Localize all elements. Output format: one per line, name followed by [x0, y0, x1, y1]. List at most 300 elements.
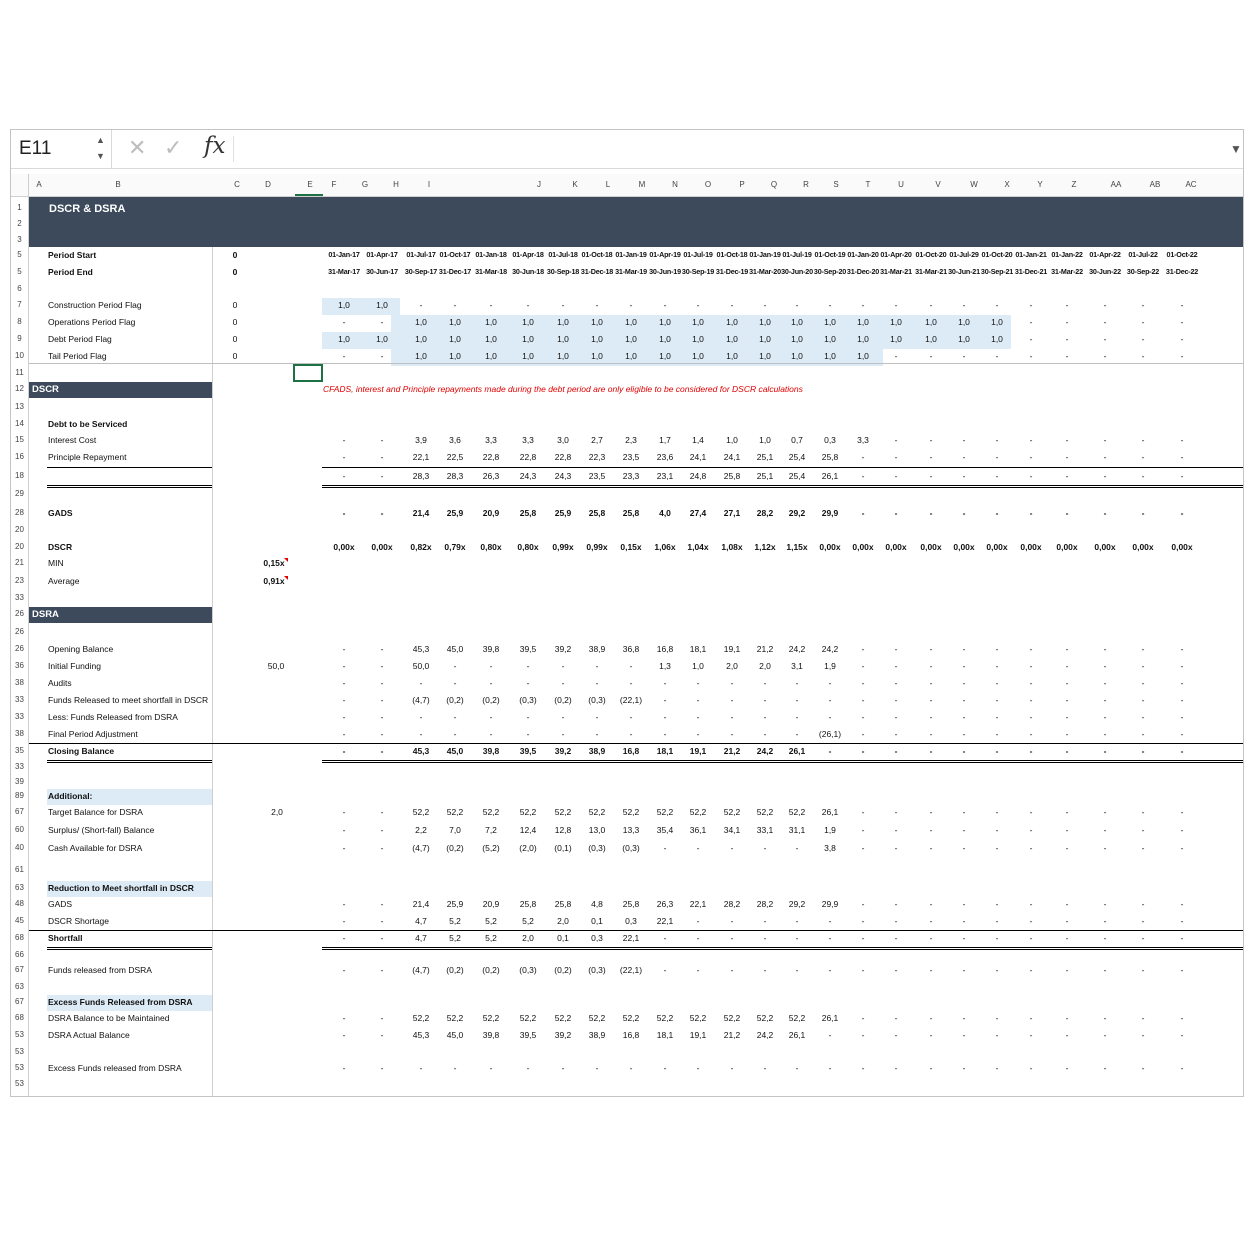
target-balance-cell[interactable]: 52,2: [788, 807, 806, 817]
funds-released-shortfall-cell[interactable]: -: [1180, 695, 1184, 705]
funds-released-dsra-cell[interactable]: -: [763, 965, 767, 975]
opening-balance-cell[interactable]: 19,1: [723, 644, 741, 654]
flag-cell[interactable]: -: [1029, 300, 1033, 310]
dsra-maintained-cell[interactable]: 52,2: [622, 1013, 640, 1023]
dsra-actual-cell[interactable]: -: [962, 1030, 966, 1040]
less-funds-released-cell[interactable]: -: [1065, 712, 1069, 722]
gads-cell[interactable]: 25,9: [446, 508, 464, 518]
cash-available-cell[interactable]: -: [861, 843, 865, 853]
dsra-maintained-cell[interactable]: 26,1: [821, 1013, 839, 1023]
row-number[interactable]: 5: [17, 267, 22, 276]
flag-cell[interactable]: -: [894, 300, 898, 310]
initial-funding-cell[interactable]: -: [1180, 661, 1184, 671]
row-number[interactable]: 1: [17, 203, 22, 212]
shortfall-cell[interactable]: -: [342, 933, 346, 943]
target-balance-cell[interactable]: -: [1029, 807, 1033, 817]
final-period-adjustment-cell[interactable]: -: [526, 729, 530, 739]
interest-cost-cell[interactable]: -: [1029, 435, 1033, 445]
flag-cell[interactable]: 1,0: [824, 334, 836, 344]
interest-cost-cell[interactable]: 3,3: [522, 435, 534, 445]
final-period-adjustment-cell[interactable]: -: [1141, 729, 1145, 739]
excess-released-cell[interactable]: -: [380, 1063, 384, 1073]
surplus-cell[interactable]: 12,8: [554, 825, 572, 835]
audits-cell[interactable]: -: [561, 678, 565, 688]
gads-cell[interactable]: 25,8: [622, 508, 640, 518]
row-number[interactable]: 20: [15, 525, 24, 534]
funds-released-shortfall-cell[interactable]: -: [696, 695, 700, 705]
excess-released-cell[interactable]: -: [1180, 1063, 1184, 1073]
flag-cell[interactable]: 1,0: [857, 334, 869, 344]
shortfall-cell[interactable]: 22,1: [622, 933, 640, 943]
dscr-cell[interactable]: 1,08x: [721, 542, 743, 552]
period-end-cell[interactable]: 31-Mar-21: [915, 267, 947, 276]
dscr-cell[interactable]: 0,00x: [819, 542, 841, 552]
final-period-adjustment-cell[interactable]: -: [696, 729, 700, 739]
dscr-shortage-cell[interactable]: -: [828, 916, 832, 926]
funds-released-dsra-cell[interactable]: (0,2): [554, 965, 572, 975]
less-funds-released-cell[interactable]: -: [894, 712, 898, 722]
target-balance-d[interactable]: 2,0: [271, 807, 283, 817]
comment-indicator-icon[interactable]: [284, 558, 288, 562]
gads2-cell[interactable]: 26,3: [656, 899, 674, 909]
period-end-cell[interactable]: 31-Mar-21: [880, 267, 912, 276]
funds-released-dsra-cell[interactable]: (4,7): [412, 965, 430, 975]
dscr-cell[interactable]: 0,00x: [1171, 542, 1193, 552]
cash-available-cell[interactable]: -: [1029, 843, 1033, 853]
funds-released-shortfall-cell[interactable]: -: [861, 695, 865, 705]
audits-cell[interactable]: -: [696, 678, 700, 688]
dscr-cell[interactable]: 0,15x: [620, 542, 642, 552]
debt-total-cell[interactable]: -: [1103, 471, 1107, 481]
flag-cell[interactable]: -: [1103, 351, 1107, 361]
debt-total-cell[interactable]: -: [342, 471, 346, 481]
shortfall-cell[interactable]: 5,2: [485, 933, 497, 943]
dsra-maintained-cell[interactable]: -: [1180, 1013, 1184, 1023]
audits-cell[interactable]: -: [795, 678, 799, 688]
initial-funding-cell[interactable]: 2,0: [726, 661, 738, 671]
row-number[interactable]: 13: [15, 402, 24, 411]
row-number[interactable]: 63: [15, 982, 24, 991]
gads-cell[interactable]: 4,0: [659, 508, 671, 518]
audits-cell[interactable]: -: [730, 678, 734, 688]
dscr-cell[interactable]: 0,00x: [333, 542, 355, 552]
period-end-cell[interactable]: 31-Mar-17: [328, 267, 360, 276]
funds-released-dsra-cell[interactable]: -: [342, 965, 346, 975]
less-funds-released-cell[interactable]: -: [629, 712, 633, 722]
funds-released-shortfall-cell[interactable]: -: [929, 695, 933, 705]
funds-released-shortfall-cell[interactable]: (0,2): [446, 695, 464, 705]
funds-released-dsra-cell[interactable]: -: [1029, 965, 1033, 975]
dsra-actual-cell[interactable]: -: [380, 1030, 384, 1040]
funds-released-dsra-cell[interactable]: -: [1065, 965, 1069, 975]
period-end-cell[interactable]: 31-Dec-21: [1014, 267, 1048, 276]
debt-total-cell[interactable]: -: [861, 471, 865, 481]
target-balance-cell[interactable]: 52,2: [482, 807, 500, 817]
excess-released-cell[interactable]: -: [730, 1063, 734, 1073]
row-number[interactable]: 33: [15, 695, 24, 704]
dscr-cell[interactable]: 0,00x: [852, 542, 874, 552]
closing-balance-cell[interactable]: 18,1: [656, 746, 674, 756]
flag-cell[interactable]: -: [962, 351, 966, 361]
dsra-maintained-cell[interactable]: 52,2: [588, 1013, 606, 1023]
dsra-maintained-cell[interactable]: -: [995, 1013, 999, 1023]
dscr-cell[interactable]: 0,00x: [1132, 542, 1154, 552]
dsra-actual-cell[interactable]: -: [861, 1030, 865, 1040]
debt-total-cell[interactable]: 23,1: [656, 471, 674, 481]
audits-cell[interactable]: -: [595, 678, 599, 688]
flag-cell[interactable]: 1,0: [376, 334, 388, 344]
gads2-cell[interactable]: -: [962, 899, 966, 909]
dsra-actual-cell[interactable]: -: [929, 1030, 933, 1040]
initial-funding-cell[interactable]: 50,0: [412, 661, 430, 671]
row-number[interactable]: 18: [15, 471, 24, 480]
surplus-cell[interactable]: -: [380, 825, 384, 835]
audits-cell[interactable]: -: [1180, 678, 1184, 688]
opening-balance-cell[interactable]: -: [1065, 644, 1069, 654]
funds-released-shortfall-cell[interactable]: (4,7): [412, 695, 430, 705]
flag-cell[interactable]: -: [342, 351, 346, 361]
column-header-t[interactable]: T: [865, 180, 871, 189]
cash-available-cell[interactable]: -: [1141, 843, 1145, 853]
row-number[interactable]: 15: [15, 435, 24, 444]
gads-cell[interactable]: -: [962, 508, 966, 518]
flag-cell[interactable]: 1,0: [522, 351, 534, 361]
period-end-cell[interactable]: 30-Jun-20: [781, 267, 813, 276]
shortfall-cell[interactable]: -: [995, 933, 999, 943]
interest-cost-cell[interactable]: -: [995, 435, 999, 445]
enter-icon[interactable]: ✓: [164, 135, 183, 160]
flag-cell[interactable]: 1,0: [449, 334, 461, 344]
row-number[interactable]: 38: [15, 729, 24, 738]
surplus-cell[interactable]: 7,0: [449, 825, 461, 835]
gads2-cell[interactable]: -: [861, 899, 865, 909]
opening-balance-cell[interactable]: 16,8: [656, 644, 674, 654]
initial-funding-cell[interactable]: -: [861, 661, 865, 671]
gads-cell[interactable]: 27,4: [689, 508, 707, 518]
interest-cost-cell[interactable]: -: [894, 435, 898, 445]
excess-released-cell[interactable]: -: [795, 1063, 799, 1073]
closing-balance-cell[interactable]: 45,3: [412, 746, 430, 756]
name-box-up-icon[interactable]: ▲: [96, 135, 105, 145]
target-balance-cell[interactable]: -: [342, 807, 346, 817]
flag-cell[interactable]: -: [1029, 317, 1033, 327]
shortfall-cell[interactable]: 4,7: [415, 933, 427, 943]
period-end-cell[interactable]: 30-Jun-22: [1089, 267, 1121, 276]
column-header-e[interactable]: E: [307, 180, 313, 189]
initial-funding-cell[interactable]: 1,9: [824, 661, 836, 671]
row-number[interactable]: 2: [17, 219, 22, 228]
final-period-adjustment-cell[interactable]: -: [861, 729, 865, 739]
dscr-shortage-cell[interactable]: -: [1065, 916, 1069, 926]
opening-balance-cell[interactable]: -: [861, 644, 865, 654]
flag-cell[interactable]: -: [380, 351, 384, 361]
principle-repayment-cell[interactable]: 25,8: [821, 452, 839, 462]
principle-repayment-cell[interactable]: -: [380, 452, 384, 462]
row-number[interactable]: 6: [17, 284, 22, 293]
dsra-maintained-cell[interactable]: -: [1141, 1013, 1145, 1023]
initial-funding-cell[interactable]: -: [1103, 661, 1107, 671]
cash-available-cell[interactable]: -: [342, 843, 346, 853]
audits-cell[interactable]: -: [929, 678, 933, 688]
dsra-actual-cell[interactable]: -: [894, 1030, 898, 1040]
period-end-cell[interactable]: 31-Dec-19: [715, 267, 749, 276]
dsra-maintained-cell[interactable]: -: [1103, 1013, 1107, 1023]
flag-cell[interactable]: -: [1103, 300, 1107, 310]
final-period-adjustment-cell[interactable]: -: [730, 729, 734, 739]
principle-repayment-cell[interactable]: -: [1103, 452, 1107, 462]
opening-balance-cell[interactable]: 39,2: [554, 644, 572, 654]
gads2-cell[interactable]: 25,9: [446, 899, 464, 909]
cash-available-cell[interactable]: -: [929, 843, 933, 853]
column-header-b[interactable]: B: [115, 180, 121, 189]
closing-balance-cell[interactable]: -: [929, 746, 933, 756]
period-start-cell[interactable]: 01-Apr-20: [880, 250, 912, 259]
interest-cost-cell[interactable]: 3,6: [449, 435, 461, 445]
principle-repayment-cell[interactable]: -: [342, 452, 346, 462]
initial-funding-cell[interactable]: -: [1029, 661, 1033, 671]
surplus-cell[interactable]: -: [342, 825, 346, 835]
period-start-cell[interactable]: 01-Jan-19: [615, 250, 647, 259]
flag-cell[interactable]: -: [795, 300, 799, 310]
row-number[interactable]: 60: [15, 825, 24, 834]
principle-repayment-cell[interactable]: 22,5: [446, 452, 464, 462]
flag-cell[interactable]: -: [763, 300, 767, 310]
row-number[interactable]: 35: [15, 746, 24, 755]
column-header-j[interactable]: J: [537, 180, 541, 189]
column-header-d[interactable]: D: [265, 180, 271, 189]
period-end-cell[interactable]: 30-Sep-17: [404, 267, 438, 276]
gads2-cell[interactable]: -: [1065, 899, 1069, 909]
flag-cell[interactable]: -: [995, 300, 999, 310]
dsra-actual-cell[interactable]: -: [1103, 1030, 1107, 1040]
debt-total-cell[interactable]: -: [1065, 471, 1069, 481]
debt-total-cell[interactable]: 28,3: [412, 471, 430, 481]
column-header-l[interactable]: L: [605, 180, 611, 189]
initial-funding-cell[interactable]: -: [453, 661, 457, 671]
funds-released-shortfall-cell[interactable]: -: [1141, 695, 1145, 705]
gads-cell[interactable]: 25,9: [554, 508, 572, 518]
target-balance-cell[interactable]: -: [1065, 807, 1069, 817]
dscr-cell[interactable]: 1,04x: [687, 542, 709, 552]
excess-released-cell[interactable]: -: [995, 1063, 999, 1073]
surplus-cell[interactable]: -: [1065, 825, 1069, 835]
closing-balance-cell[interactable]: -: [894, 746, 898, 756]
shortfall-cell[interactable]: -: [1103, 933, 1107, 943]
dsra-maintained-cell[interactable]: 52,2: [756, 1013, 774, 1023]
principle-repayment-cell[interactable]: 25,1: [756, 452, 774, 462]
funds-released-dsra-cell[interactable]: (0,2): [482, 965, 500, 975]
column-header-z[interactable]: Z: [1071, 180, 1077, 189]
target-balance-cell[interactable]: 26,1: [821, 807, 839, 817]
dsra-maintained-cell[interactable]: 52,2: [656, 1013, 674, 1023]
dsra-actual-cell[interactable]: 24,2: [756, 1030, 774, 1040]
dscr-shortage-cell[interactable]: -: [342, 916, 346, 926]
row-number[interactable]: 9: [17, 334, 22, 343]
surplus-cell[interactable]: 2,2: [415, 825, 427, 835]
period-start-cell[interactable]: 01-Jul-19: [782, 250, 812, 259]
gads-cell[interactable]: -: [995, 508, 999, 518]
flag-cell[interactable]: -: [1141, 317, 1145, 327]
dscr-cell[interactable]: 0,00x: [953, 542, 975, 552]
flag-cell[interactable]: 1,0: [958, 334, 970, 344]
initial-funding-cell[interactable]: -: [894, 661, 898, 671]
debt-total-cell[interactable]: -: [995, 471, 999, 481]
row-number[interactable]: 29: [15, 489, 24, 498]
gads2-cell[interactable]: -: [894, 899, 898, 909]
gads-cell[interactable]: -: [380, 508, 384, 518]
row-number[interactable]: 26: [15, 644, 24, 653]
dscr-cell[interactable]: 0,00x: [1056, 542, 1078, 552]
principle-repayment-cell[interactable]: -: [1065, 452, 1069, 462]
target-balance-cell[interactable]: -: [962, 807, 966, 817]
shortfall-cell[interactable]: -: [730, 933, 734, 943]
audits-cell[interactable]: -: [526, 678, 530, 688]
funds-released-dsra-cell[interactable]: (22,1): [619, 965, 643, 975]
target-balance-cell[interactable]: 52,2: [412, 807, 430, 817]
dsra-actual-cell[interactable]: 45,3: [412, 1030, 430, 1040]
gads-cell[interactable]: -: [1103, 508, 1107, 518]
closing-balance-cell[interactable]: 39,5: [519, 746, 537, 756]
final-period-adjustment-cell[interactable]: (26,1): [818, 729, 842, 739]
flag-cell[interactable]: 1,0: [625, 351, 637, 361]
dscr-shortage-cell[interactable]: 5,2: [522, 916, 534, 926]
debt-total-cell[interactable]: -: [894, 471, 898, 481]
less-funds-released-cell[interactable]: -: [828, 712, 832, 722]
funds-released-dsra-cell[interactable]: -: [894, 965, 898, 975]
flag-cell[interactable]: -: [929, 351, 933, 361]
period-start-cell[interactable]: 01-Jul-18: [548, 250, 578, 259]
flag-cell[interactable]: -: [1180, 334, 1184, 344]
dscr-shortage-cell[interactable]: -: [696, 916, 700, 926]
opening-balance-cell[interactable]: -: [342, 644, 346, 654]
period-end-cell[interactable]: 30-Sep-22: [1126, 267, 1160, 276]
dsra-actual-cell[interactable]: 39,5: [519, 1030, 537, 1040]
dsra-actual-cell[interactable]: 16,8: [622, 1030, 640, 1040]
closing-balance-cell[interactable]: -: [1065, 746, 1069, 756]
interest-cost-cell[interactable]: -: [342, 435, 346, 445]
shortfall-cell[interactable]: -: [696, 933, 700, 943]
cash-available-cell[interactable]: -: [1065, 843, 1069, 853]
excess-released-cell[interactable]: -: [1065, 1063, 1069, 1073]
less-funds-released-cell[interactable]: -: [763, 712, 767, 722]
flag-cell[interactable]: 1,0: [692, 351, 704, 361]
column-header-r[interactable]: R: [803, 180, 809, 189]
flag-cell[interactable]: -: [1029, 334, 1033, 344]
flag-cell[interactable]: 1,0: [591, 317, 603, 327]
funds-released-shortfall-cell[interactable]: -: [795, 695, 799, 705]
surplus-cell[interactable]: 34,1: [723, 825, 741, 835]
row-number[interactable]: 3: [17, 235, 22, 244]
funds-released-shortfall-cell[interactable]: (0,3): [588, 695, 606, 705]
flag-cell[interactable]: -: [828, 300, 832, 310]
debt-total-cell[interactable]: 26,3: [482, 471, 500, 481]
surplus-cell[interactable]: -: [995, 825, 999, 835]
final-period-adjustment-cell[interactable]: -: [929, 729, 933, 739]
period-start-cell[interactable]: 01-Jan-18: [475, 250, 507, 259]
surplus-cell[interactable]: -: [1103, 825, 1107, 835]
column-header-n[interactable]: N: [672, 180, 678, 189]
opening-balance-cell[interactable]: -: [1141, 644, 1145, 654]
flag-cell[interactable]: 1,0: [759, 351, 771, 361]
dscr-shortage-cell[interactable]: 4,7: [415, 916, 427, 926]
name-box-value[interactable]: E11: [19, 138, 52, 159]
period-start-cell[interactable]: 01-Oct-22: [1166, 250, 1198, 259]
comment-indicator-icon[interactable]: [284, 576, 288, 580]
target-balance-cell[interactable]: 52,2: [689, 807, 707, 817]
principle-repayment-cell[interactable]: -: [962, 452, 966, 462]
gads-cell[interactable]: -: [929, 508, 933, 518]
dsra-maintained-cell[interactable]: 52,2: [723, 1013, 741, 1023]
cash-available-cell[interactable]: (0,3): [622, 843, 640, 853]
dscr-cell[interactable]: 0,00x: [986, 542, 1008, 552]
cash-available-cell[interactable]: -: [894, 843, 898, 853]
less-funds-released-cell[interactable]: -: [419, 712, 423, 722]
principle-repayment-cell[interactable]: 22,8: [482, 452, 500, 462]
excess-released-cell[interactable]: -: [595, 1063, 599, 1073]
dscr-shortage-cell[interactable]: 0,1: [591, 916, 603, 926]
shortfall-cell[interactable]: -: [763, 933, 767, 943]
period-start-c[interactable]: 0: [232, 250, 238, 260]
initial-funding-cell[interactable]: -: [995, 661, 999, 671]
closing-balance-cell[interactable]: -: [828, 746, 832, 756]
flag-cell[interactable]: 1,0: [485, 317, 497, 327]
period-start-cell[interactable]: 01-Oct-18: [581, 250, 613, 259]
dscr-shortage-cell[interactable]: 22,1: [656, 916, 674, 926]
gads2-cell[interactable]: -: [342, 899, 346, 909]
final-period-adjustment-cell[interactable]: -: [419, 729, 423, 739]
flag-c[interactable]: 0: [232, 317, 238, 327]
flag-cell[interactable]: -: [1103, 334, 1107, 344]
flag-cell[interactable]: 1,0: [857, 351, 869, 361]
row-number[interactable]: 21: [15, 558, 24, 567]
period-start-cell[interactable]: 01-Jul-19: [683, 250, 713, 259]
initial-funding-cell[interactable]: -: [380, 661, 384, 671]
flag-cell[interactable]: 1,0: [485, 351, 497, 361]
dscr-shortage-cell[interactable]: -: [380, 916, 384, 926]
flag-cell[interactable]: 1,0: [659, 317, 671, 327]
column-header-m[interactable]: M: [638, 180, 646, 189]
audits-cell[interactable]: -: [828, 678, 832, 688]
min-value[interactable]: 0,15x: [263, 558, 285, 568]
final-period-adjustment-cell[interactable]: -: [1180, 729, 1184, 739]
audits-cell[interactable]: -: [861, 678, 865, 688]
interest-cost-cell[interactable]: 0,3: [824, 435, 836, 445]
debt-total-cell[interactable]: 25,1: [756, 471, 774, 481]
period-end-c[interactable]: 0: [232, 267, 238, 277]
funds-released-dsra-cell[interactable]: -: [929, 965, 933, 975]
period-start-cell[interactable]: 01-Oct-20: [981, 250, 1013, 259]
period-end-cell[interactable]: 30-Sep-19: [681, 267, 715, 276]
final-period-adjustment-cell[interactable]: -: [995, 729, 999, 739]
dscr-cell[interactable]: 0,80x: [480, 542, 502, 552]
final-period-adjustment-cell[interactable]: -: [380, 729, 384, 739]
funds-released-shortfall-cell[interactable]: -: [730, 695, 734, 705]
funds-released-shortfall-cell[interactable]: -: [995, 695, 999, 705]
debt-total-cell[interactable]: 26,1: [821, 471, 839, 481]
flag-cell[interactable]: -: [1180, 300, 1184, 310]
dscr-shortage-cell[interactable]: -: [1141, 916, 1145, 926]
flag-cell[interactable]: 1,0: [485, 334, 497, 344]
row-number[interactable]: 26: [15, 609, 24, 618]
initial-funding-cell[interactable]: -: [929, 661, 933, 671]
principle-repayment-cell[interactable]: -: [1141, 452, 1145, 462]
shortfall-cell[interactable]: 2,0: [522, 933, 534, 943]
row-number[interactable]: 53: [15, 1063, 24, 1072]
flag-cell[interactable]: -: [995, 351, 999, 361]
interest-cost-cell[interactable]: 1,0: [759, 435, 771, 445]
period-start-cell[interactable]: 01-Jan-19: [749, 250, 781, 259]
flag-cell[interactable]: 1,0: [522, 334, 534, 344]
